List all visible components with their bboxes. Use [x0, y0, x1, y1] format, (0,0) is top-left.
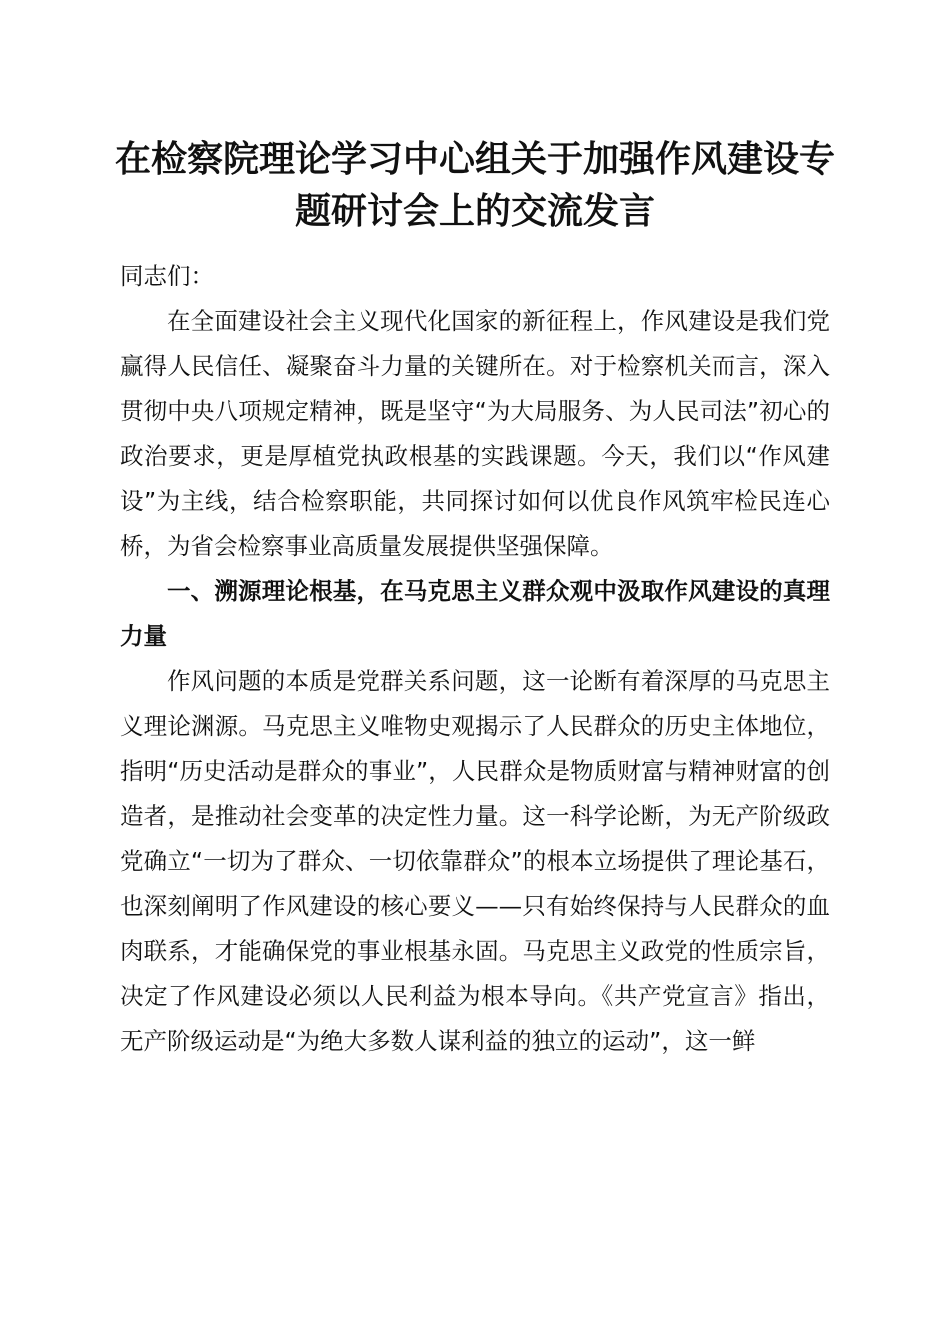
salutation: 同志们： — [120, 262, 214, 290]
intro-paragraph: 在全面建设社会主义现代化国家的新征程上，作风建设是我们党赢得人民信任、凝聚奋斗力量的关键所在。对于检察机关而言，深入贯彻中央八项规定精神，既是坚守“为大局服务、为人民司法”初心的政治要求，更是厚植党执政根基的实践课题。今天，我们以“作风建设”为主线，结合检察职能，共同探讨如何以优良作风筑牢检民连心桥，为省会检察事业高质量发展提供坚强保障。 — [120, 307, 830, 560]
section-paragraph-1: 作风问题的本质是党群关系问题，这一论断有着深厚的马克思主义理论渊源。马克思主义唯物史观揭示了人民群众的历史主体地位，指明“历史活动是群众的事业”，人民群众是物质财富与精神财富的创造者，是推动社会变革的决定性力量。这一科学论断，为无产阶级政党确立“一切为了群众、一切依靠群众”的根本立场提供了理论基石，也深刻阐明了作风建设的核心要义——只有始终保持与人民群众的血肉联系，才能确保党的事业根基永固。马克思主义政党的性质宗旨，决定了作风建设必须以人民利益为根本导向。《共产党宣言》指出，无产阶级运动是“为绝大多数人谋利益的独立的运动”，这一鲜 — [120, 667, 830, 1055]
document-title: 在检察院理论学习中心组关于加强作风建设专题研讨会上的交流发言 — [114, 138, 835, 232]
section-heading-1: 一、溯源理论根基，在马克思主义群众观中汲取作风建设的真理力量 — [120, 577, 830, 650]
document-body — [120, 254, 830, 1064]
